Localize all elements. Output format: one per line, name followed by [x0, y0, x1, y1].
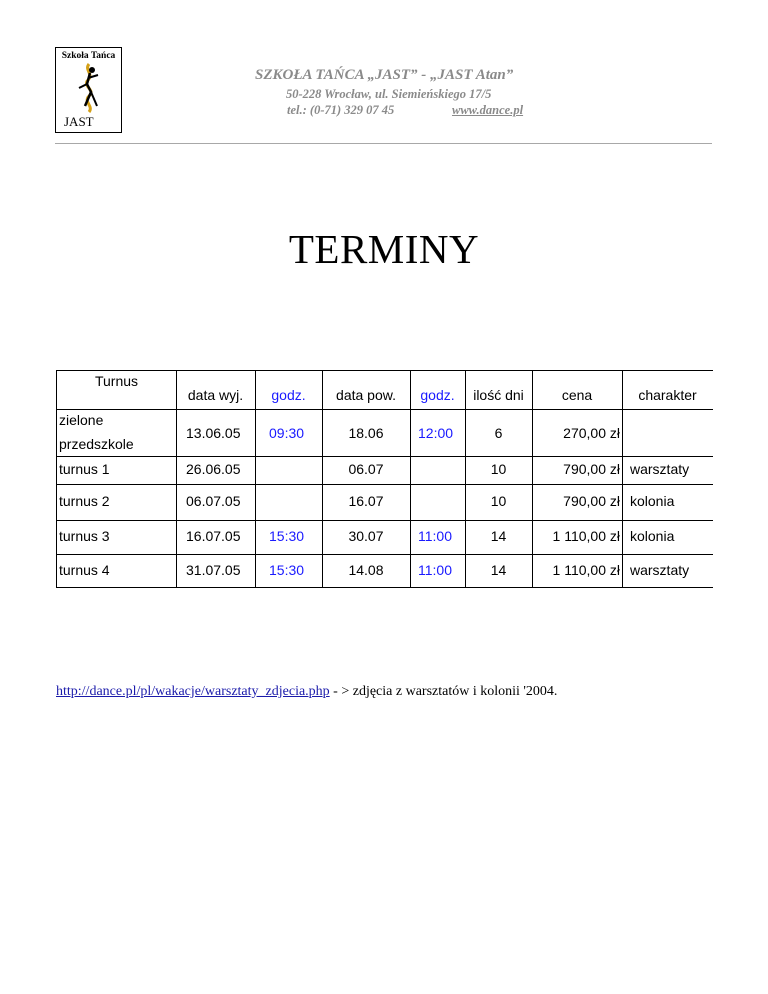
header-godz-wyj: godz. [271, 387, 306, 403]
page-title: TERMINY [288, 226, 480, 272]
header-divider [55, 143, 712, 144]
logo-top-text: Szkoła Tańca [61, 51, 116, 61]
cena: 790,00 zł [563, 461, 620, 477]
data-pow: 18.06 [348, 425, 384, 441]
charakter: warsztaty [630, 461, 690, 477]
schedule-table [56, 370, 713, 588]
header-data-wyj: data wyj. [187, 387, 244, 403]
row-divider [57, 409, 713, 410]
row-divider [57, 456, 713, 457]
data-pow: 16.07 [348, 493, 384, 509]
row-divider [57, 520, 713, 521]
header-data-pow: data pow. [336, 387, 396, 403]
godz-wyj: 15:30 [269, 562, 305, 578]
photos-link-line [56, 684, 557, 700]
charakter: warsztaty [630, 562, 690, 578]
school-logo [55, 47, 122, 133]
godz-pow: 11:00 [418, 562, 452, 578]
school-name: SZKOŁA TAŃCA „JAST” - „JAST Atan” [255, 67, 514, 83]
data-wyj: 16.07.05 [186, 528, 241, 544]
turnus-name: turnus 2 [59, 493, 110, 509]
godz-wyj: 09:30 [269, 425, 305, 441]
data-pow: 06.07 [348, 461, 384, 477]
school-phone: tel.: (0-71) 329 07 45 [287, 103, 395, 117]
data-pow: 14.08 [348, 562, 384, 578]
dancer-icon [70, 62, 108, 114]
photos-link[interactable]: http://dance.pl/pl/wakacje/warsztaty_zdjecia.php [56, 684, 330, 699]
data-pow: 30.07 [348, 528, 384, 544]
header-godz-pow: godz. [420, 387, 455, 403]
godz-wyj: 15:30 [269, 528, 305, 544]
ilosc-dni: 10 [490, 461, 507, 477]
charakter: kolonia [630, 493, 675, 509]
photos-link-description: - > zdjęcia z warsztatów i kolonii '2004. [329, 684, 558, 699]
turnus-name: turnus 1 [59, 461, 110, 477]
turnus-name: turnus 3 [59, 528, 110, 544]
ilosc-dni: 6 [494, 425, 503, 441]
school-address: 50-228 Wrocław, ul. Siemieńskiego 17/5 [286, 87, 492, 101]
ilosc-dni: 14 [490, 528, 507, 544]
cena: 1 110,00 zł [552, 528, 620, 544]
data-wyj: 06.07.05 [186, 493, 241, 509]
turnus-name-line2: przedszkole [59, 436, 134, 452]
header-charakter: charakter [638, 387, 697, 403]
cena: 1 110,00 zł [552, 562, 620, 578]
turnus-name-line1: zielone [59, 412, 104, 428]
data-wyj: 26.06.05 [186, 461, 241, 477]
header-turnus: Turnus [94, 373, 139, 389]
turnus-name: turnus 4 [59, 562, 110, 578]
godz-pow: 12:00 [418, 425, 454, 441]
cena: 790,00 zł [563, 493, 620, 509]
logo-bottom-text: JAST [64, 114, 94, 129]
header-ilosc-dni: ilość dni [473, 387, 524, 403]
cena: 270,00 zł [563, 425, 620, 441]
data-wyj: 13.06.05 [186, 425, 241, 441]
ilosc-dni: 14 [490, 562, 507, 578]
header-cena: cena [561, 387, 593, 403]
ilosc-dni: 10 [490, 493, 507, 509]
school-website-link[interactable]: www.dance.pl [452, 103, 524, 117]
row-divider [57, 554, 713, 555]
charakter: kolonia [630, 528, 675, 544]
row-divider [57, 484, 713, 485]
godz-pow: 11:00 [418, 528, 452, 544]
data-wyj: 31.07.05 [186, 562, 241, 578]
